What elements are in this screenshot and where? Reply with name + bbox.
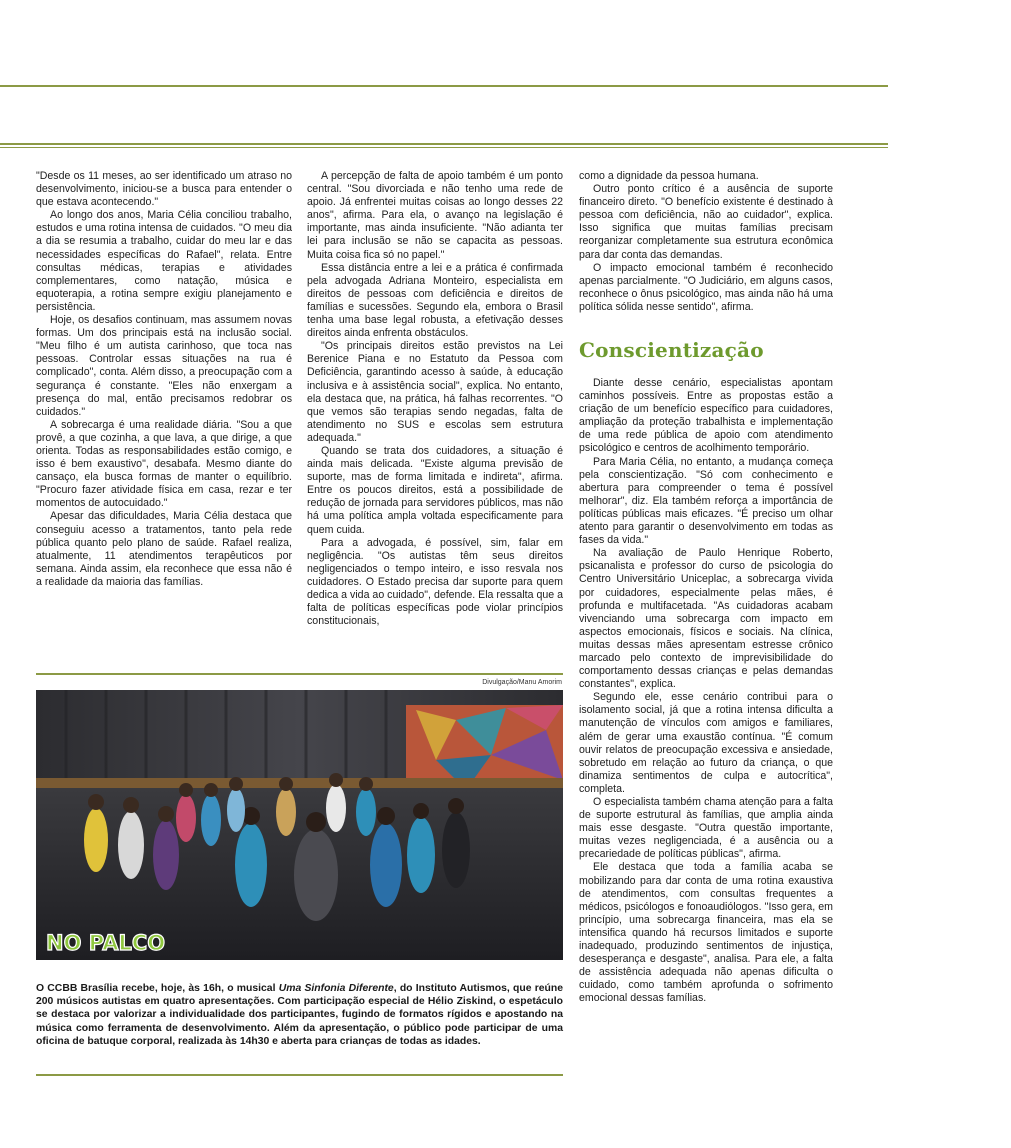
paragraph: Apesar das dificuldades, Maria Célia destaca que conseguiu acesso a tratamentos, tanto pela rede pública quanto pelo plano de saúde. Rafael realiza, atualmente, 11 atendimentos terapêuticos por semana. Ainda assim, ela reconhece que essa não é a realidade da maioria das famílias. [36,510,292,588]
article-column-3-bottom [579,377,833,1006]
paragraph: como a dignidade da pessoa humana. [579,170,759,182]
section-heading: Conscientização [579,338,764,362]
caption-text-lead: O CCBB Brasília recebe, hoje, às 16h, o musical [36,983,279,994]
photo-caption [36,982,563,1048]
caption-show-title: Uma Sinfonia Diferente [278,983,394,994]
paragraph: Para Maria Célia, no entanto, a mudança começa pela conscientização. "Só com conhecimento e abertura para compreender o tema é possível melhorar", diz. Ela também reforça a importância de políticas públicas mais eficazes. "É preciso um olhar atento para garantir o desenvolvimento em todas as fases da vida." [579,455,833,547]
paragraph: Outro ponto crítico é a ausência de suporte financeiro direto. "O benefício existente é destinado à pessoa com deficiência, não ao cuidador", explica. Isso significa que muitas famílias precisam reorganizar completamente sua estrutura econômica para dar conta das demandas. [579,183,833,261]
paragraph: "Os principais direitos estão previstos na Lei Berenice Piana e no Estatuto da Pessoa com Deficiência, garantindo acesso à saúde, à educação inclusiva e à assistência social", explica. No entanto, ela destaca que, na prática, há falhas recorrentes. "O que vemos são terapias sendo negadas, falta de atendimento no SUS e escolas sem estrutura adequada." [307,340,563,444]
photo-credit: Divulgação/Manu Amorim [482,679,562,686]
paragraph: Hoje, os desafios continuam, mas assumem novas formas. Um dos principais está na inclusão social. "Meu filho é um autista carinhoso, que toca nas pessoas. Controlar essas situações na rua é complicado", conta. Além disso, a preocupação com a segurança é constante. "Eles não enxergam a presença do mal, então precisamos redobrar os cuidados." [36,314,292,418]
paragraph: Ele destaca que toda a família acaba se mobilizando para dar conta de uma rotina exaustiva de atendimentos, com consultas frequentes a médicos, psicólogos e fonoaudiólogos. "Isso gera, em princípio, uma sobrecarga financeira, mas ela se intensifica quando há recursos limitados e suporte inadequado, produzindo sentimentos de injustiça, desesperança e desgaste", analisa. Para ele, a falta de assistência adequada não apenas dificulta o cuidado, como também aprofunda o sofrimento emocional dessas famílias. [579,861,833,1005]
paragraph: A sobrecarga é uma realidade diária. "Sou a que provê, a que cozinha, a que lava, a que dirige, a que orienta. Todas as responsabilidades estão comigo, e isso é bem exaustivo", desabafa. Mesmo diante do cansaço, ela busca formas de manter o equilíbrio. "Procuro fazer atividade física em casa, rezar e ter momentos de autocuidado." [36,418,292,510]
header-rule-double-2 [0,147,888,148]
caption-rule-bottom [36,1074,563,1076]
paragraph: Ao longo dos anos, Maria Célia conciliou trabalho, estudos e uma rotina intensa de cuidados. "O meu dia a dia se resumia a trabalho, cuidar do meu lar e das necessidades específicas do Rafael", relata. Entre consultas médicas, terapias e atividades complementares, como natação, música e equoterapia, a rotina sempre exigiu planejamento e persistência. [36,209,292,313]
photo-illustration [36,690,563,960]
paragraph: A percepção de falta de apoio também é um ponto central. "Sou divorciada e não tenho uma rede de apoio. Já enfrentei muitas coisas ao longo desses 22 anos", afirma. Para ela, o avanço na legislação é importante, mas ainda insuficiente. "Não adianta ter lei para inclusão se não se capacita as pessoas. Muita coisa fica só no papel." [307,170,563,261]
caption-text-rest: , do Instituto Autismos, que reúne 200 músicos autistas em quatro apresentações. Com participação especial de Hélio Ziskind, o espetáculo se destaca por valorizar a individualidade dos participantes, fugindo de formatos rígidos e apostando na música como ferramenta de desenvolvimento. Além da apresentação, o público pode participar de uma oficina de batuque corporal, realizada às 14h30 e aberta para crianças de todas as idades. [36,983,563,1047]
article-column-3-top [579,170,833,314]
article-column-2 [307,170,563,628]
paragraph: Na avaliação de Paulo Henrique Roberto, psicanalista e professor do curso de psicologia do Centro Universitário Uniceplac, a sobrecarga vivida por cuidadores, especialmente pelas mães, é profunda e multifacetada. "As cuidadoras acabam vivenciando uma sobrecarga com impacto em aspectos emocionais, físicos e sociais. Na clínica, muitas dessas mães apresentam estresse crônico marcado pelo contexto de imprevisibilidade do comportamento dessas crianças e pelas demandas constantes", explica. [579,547,833,691]
photo-rule-top [36,673,563,675]
paragraph: Diante desse cenário, especialistas apontam caminhos possíveis. Entre as propostas estão a criação de um benefício específico para cuidadores, ampliação da proteção trabalhista e implementação de uma rede pública de apoio com atendimento psicológico e centros de acolhimento temporário. [579,377,833,455]
paragraph: Para a advogada, é possível, sim, falar em negligência. "Os autistas têm seus direitos negligenciados o tempo inteiro, e isso resvala nos cuidadores. O Estado precisa dar suporte para quem dedica a vida ao cuidado", defende. Ela ressalta que a falta de políticas específicas pode violar princípios constitucionais, [307,536,563,628]
photo [36,690,563,960]
paragraph: O impacto emocional também é reconhecido apenas parcialmente. "O Judiciário, em alguns casos, reconhece o ônus psicológico, mas ainda não há uma política sólida nesse sentido", afirma. [579,261,833,313]
article-column-1 [36,170,292,589]
paragraph: Essa distância entre a lei e a prática é confirmada pela advogada Adriana Monteiro, especialista em direitos de pessoas com deficiência e direitos de famílias e sucessões. Segundo ela, embora o Brasil tenha uma base legal robusta, a efetivação desses direitos ainda enfrenta obstáculos. [307,261,563,340]
header-rule-double-1 [0,143,888,145]
paragraph: Segundo ele, esse cenário contribui para o isolamento social, já que a rotina intensa dificulta a manutenção de vínculos com amigos e familiares, além de gerar uma exaustão contínua. "É comum ouvir relatos de preocupação excessiva e ansiedade, sobretudo em relação ao futuro da criança, o que dinamiza sentimentos de culpa e autocrítica", completa. [579,691,833,795]
paragraph: O especialista também chama atenção para a falta de suporte estrutural às famílias, que amplia ainda mais esse desgaste. "Outra questão importante, muitas vezes negligenciada, é a ausência ou a precariedade de políticas públicas", afirma. [579,796,833,861]
photo-overlay-label: NO PALCO [46,931,166,955]
paragraph: "Desde os 11 meses, ao ser identificado um atraso no desenvolvimento, iniciou-se a busca para entender o que estava acontecendo." [36,170,292,209]
paragraph: Quando se trata dos cuidadores, a situação é ainda mais delicada. "Existe alguma previsão de suporte, mas de forma limitada e indireta", afirma. Entre os poucos direitos, está a possibilidade de redução de jornada para servidores públicos, mas não há uma política ampla voltada especificamente para quem cuida. [307,444,563,536]
header-rule-top [0,85,888,87]
